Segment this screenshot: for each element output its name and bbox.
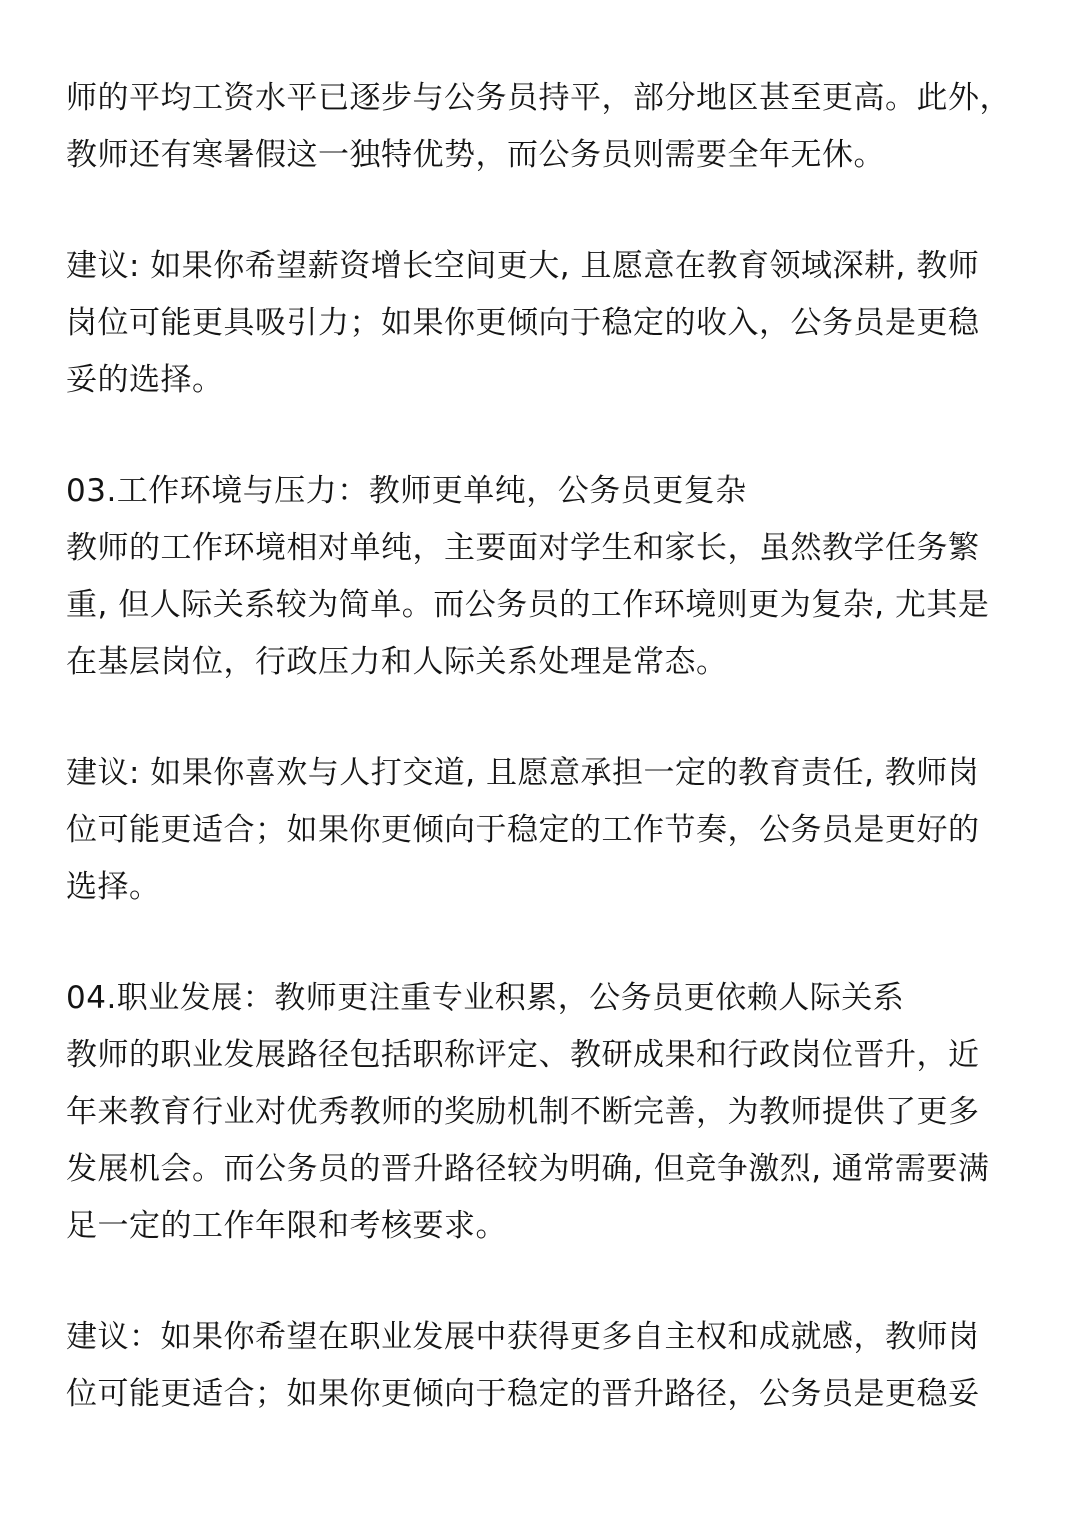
text-line: 位可能更适合；如果你更倾向于稳定的工作节奏，公务员是更好的 — [66, 812, 980, 848]
text-line: 师的平均工资水平已逐步与公务员持平，部分地区甚至更高。此外， — [66, 80, 1011, 116]
document-body — [66, 70, 1026, 1423]
text-line: 教师的职业发展路径包括职称评定、教研成果和行政岗位晋升，近 — [66, 1037, 980, 1073]
paragraph-2 — [66, 238, 1026, 409]
text-line: 位可能更适合；如果你更倾向于稳定的晋升路径，公务员是更稳妥 — [66, 1376, 980, 1412]
text-line: 选择。 — [66, 869, 161, 905]
text-line: 建议：如果你希望在职业发展中获得更多自主权和成就感，教师岗 — [66, 1319, 980, 1355]
text-line: 发展机会。而公务员的晋升路径较为明确, 但竞争激烈, 通常需要满 — [66, 1151, 990, 1187]
section-04 — [66, 970, 1026, 1255]
section-heading: 04.职业发展：教师更注重专业积累，公务员更依赖人际关系 — [66, 980, 905, 1016]
text-line: 建议: 如果你喜欢与人打交道, 且愿意承担一定的教育责任, 教师岗 — [66, 755, 980, 791]
text-line: 年来教育行业对优秀教师的奖励机制不断完善，为教师提供了更多 — [66, 1094, 980, 1130]
text-line: 足一定的工作年限和考核要求。 — [66, 1208, 507, 1244]
text-line: 建议: 如果你希望薪资增长空间更大, 且愿意在教育领域深耕, 教师 — [66, 248, 980, 284]
paragraph-4 — [66, 745, 1026, 916]
text-line: 教师还有寒暑假这一独特优势，而公务员则需要全年无休。 — [66, 137, 885, 173]
text-line: 重, 但人际关系较为简单。而公务员的工作环境则更为复杂, 尤其是 — [66, 587, 990, 623]
paragraph-1 — [66, 70, 1026, 184]
section-03 — [66, 463, 1026, 691]
text-line: 教师的工作环境相对单纯，主要面对学生和家长，虽然教学任务繁 — [66, 530, 980, 566]
paragraph-6 — [66, 1309, 1026, 1423]
text-line: 岗位可能更具吸引力；如果你更倾向于稳定的收入，公务员是更稳 — [66, 305, 980, 341]
section-heading: 03.工作环境与压力：教师更单纯，公务员更复杂 — [66, 473, 747, 509]
text-line: 在基层岗位，行政压力和人际关系处理是常态。 — [66, 644, 728, 680]
text-line: 妥的选择。 — [66, 362, 224, 398]
